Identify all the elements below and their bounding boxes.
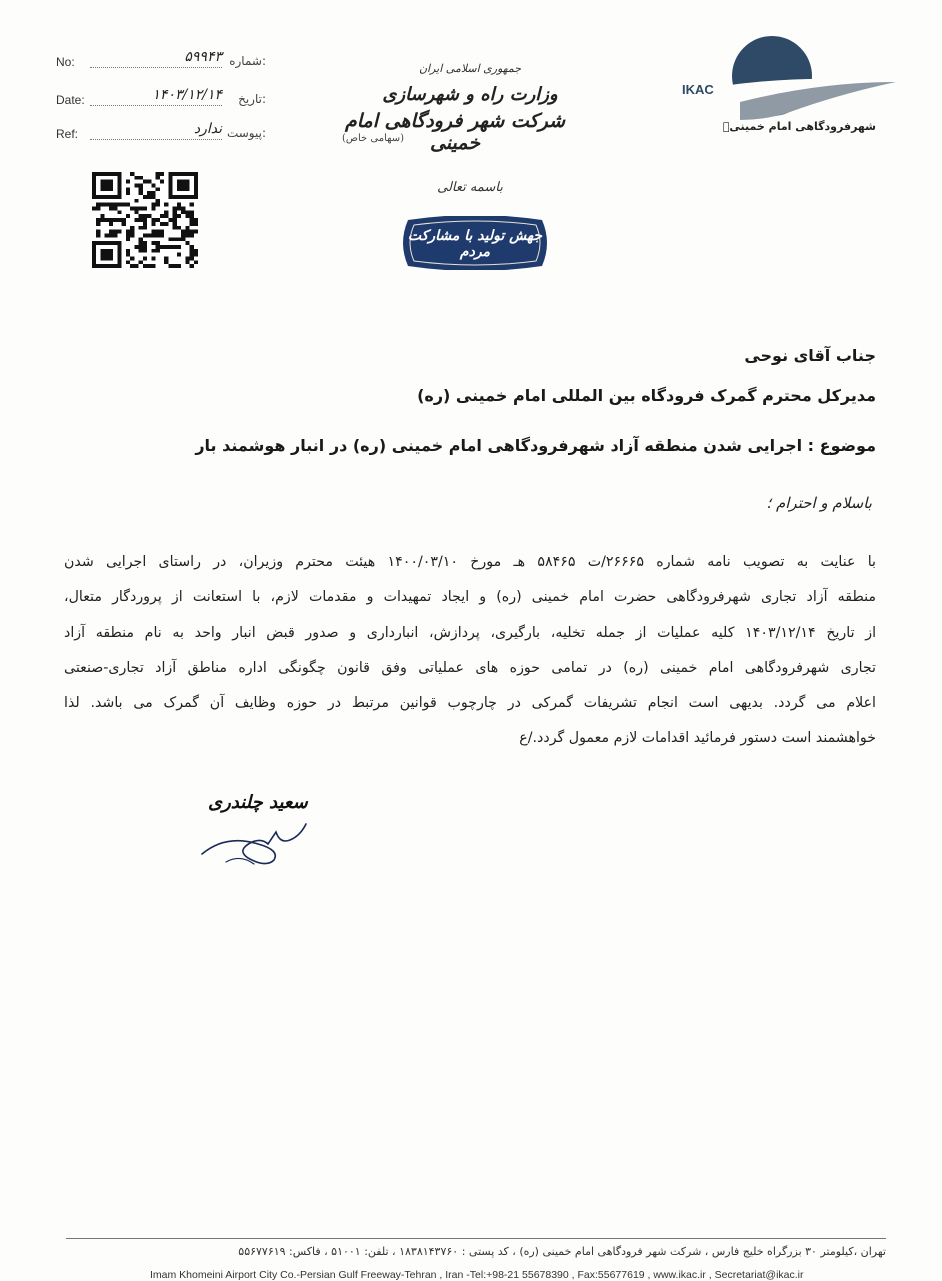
letter-number-value: ۵۹۹۴۳ — [184, 49, 222, 65]
attachment-label-fa: :پیوست — [226, 126, 266, 140]
slogan-text: جهش تولید با مشارکت مردم — [407, 228, 543, 260]
footer-address-en: Imam Khomeini Airport City Co.-Persian Gulf Freeway-Tehran , Iran -Tel:+98-21 55678390 , Fax:55677619 , www.ikac.ir , Secretariat@ikac.ir — [150, 1269, 804, 1281]
body-line: از تاریخ ۱۴۰۳/۱۲/۱۴ کلیه عملیات از جمله تخلیه، بارگیری، پردازش، انبارداری و صدور قبض انبار واحد به نام منطقه آزاد — [64, 624, 877, 641]
attachment-value: ندارد — [193, 121, 222, 137]
signer-name: سعید چلندری — [208, 792, 308, 813]
number-label-fa: :شماره — [229, 54, 266, 68]
logo-caption: شهرفرودگاهی امام خمینیؒ — [722, 120, 876, 133]
qr-code — [92, 172, 198, 268]
footer-address-fa: تهران ،کیلومتر ۳۰ بزرگراه خلیج فارس ، شرکت شهر فرودگاهی امام خمینی (ره) ، کد پستی : ۱۸۳۸۱۴۳۷۶۰ ، تلفن: ۵۱۰۰۱ ، فاکس: ۵۵۶۷۷۶۱۹ — [238, 1245, 886, 1258]
date-label-fa: :تاریخ — [238, 92, 266, 106]
date-dotted-line — [90, 105, 222, 106]
handwritten-signature — [196, 814, 316, 872]
ministry-title: وزارت راه و شهرسازی — [382, 84, 558, 105]
body-line: اعلام می گردد. بدیهی است انجام تشریفات گمرکی در چارچوب قوانین مرتبط در حوزه وظایف آن گمرک می باشد. لذا — [64, 695, 876, 712]
ref-label-en: Ref: — [56, 127, 79, 141]
letter-attachment-row — [56, 121, 266, 146]
letter-date-row — [56, 87, 266, 112]
date-label-en: Date: — [56, 93, 85, 107]
letter-number-row — [56, 49, 266, 74]
addressee-title: مدیرکل محترم گمرک فرودگاه بین المللی امام خمینی (ره) — [417, 386, 876, 405]
bismillah-heading: باسمه تعالی — [437, 180, 503, 195]
number-label-en: No: — [56, 55, 75, 69]
company-title: شرکت شهر فرودگاهی امام خمینی — [344, 110, 565, 154]
body-line: تجاری شهرفرودگاهی امام خمینی (ره) در تمامی حوزه های عملیاتی وفق قانون چگونگی اداره مناطق آزاد تجاری-صنعتی — [64, 659, 876, 676]
body-line: منطقه آزاد تجاری شهرفرودگاهی حضرت امام خمینی (ره) و ایجاد تمهیدات و مقدمات لازم، با استعانت از پروردگار متعال، — [64, 589, 876, 606]
number-dotted-line — [90, 67, 222, 68]
letter-body — [64, 546, 876, 758]
logo-text: IKAC — [682, 82, 714, 97]
body-line: خواهشمند است دستور فرمائید اقدامات لازم معمول گردد./ع — [519, 730, 876, 747]
addressee-name: جناب آقای نوحی — [744, 346, 876, 365]
footer-divider — [66, 1238, 886, 1239]
body-line: با عنایت به تصویب نامه شماره ۲۶۶۶۵/ت ۵۸۴۶۵ هـ مورخ ۱۴۰۰/۰۳/۱۰ هیئت محترم وزیران، در راستای اجرایی شدن — [64, 554, 876, 570]
greeting: باسلام و احترام ؛ — [766, 494, 872, 512]
ref-dotted-line — [90, 139, 222, 140]
republic-title: جمهوری اسلامی ایران — [418, 62, 522, 75]
letter-date-value: ۱۴۰۳/۱۲/۱۴ — [152, 87, 222, 103]
company-type: (سهامی خاص) — [341, 133, 405, 144]
letter-subject: موضوع : اجرایی شدن منطقه آزاد شهرفرودگاهی امام خمینی (ره) در انبار هوشمند بار — [195, 436, 876, 455]
